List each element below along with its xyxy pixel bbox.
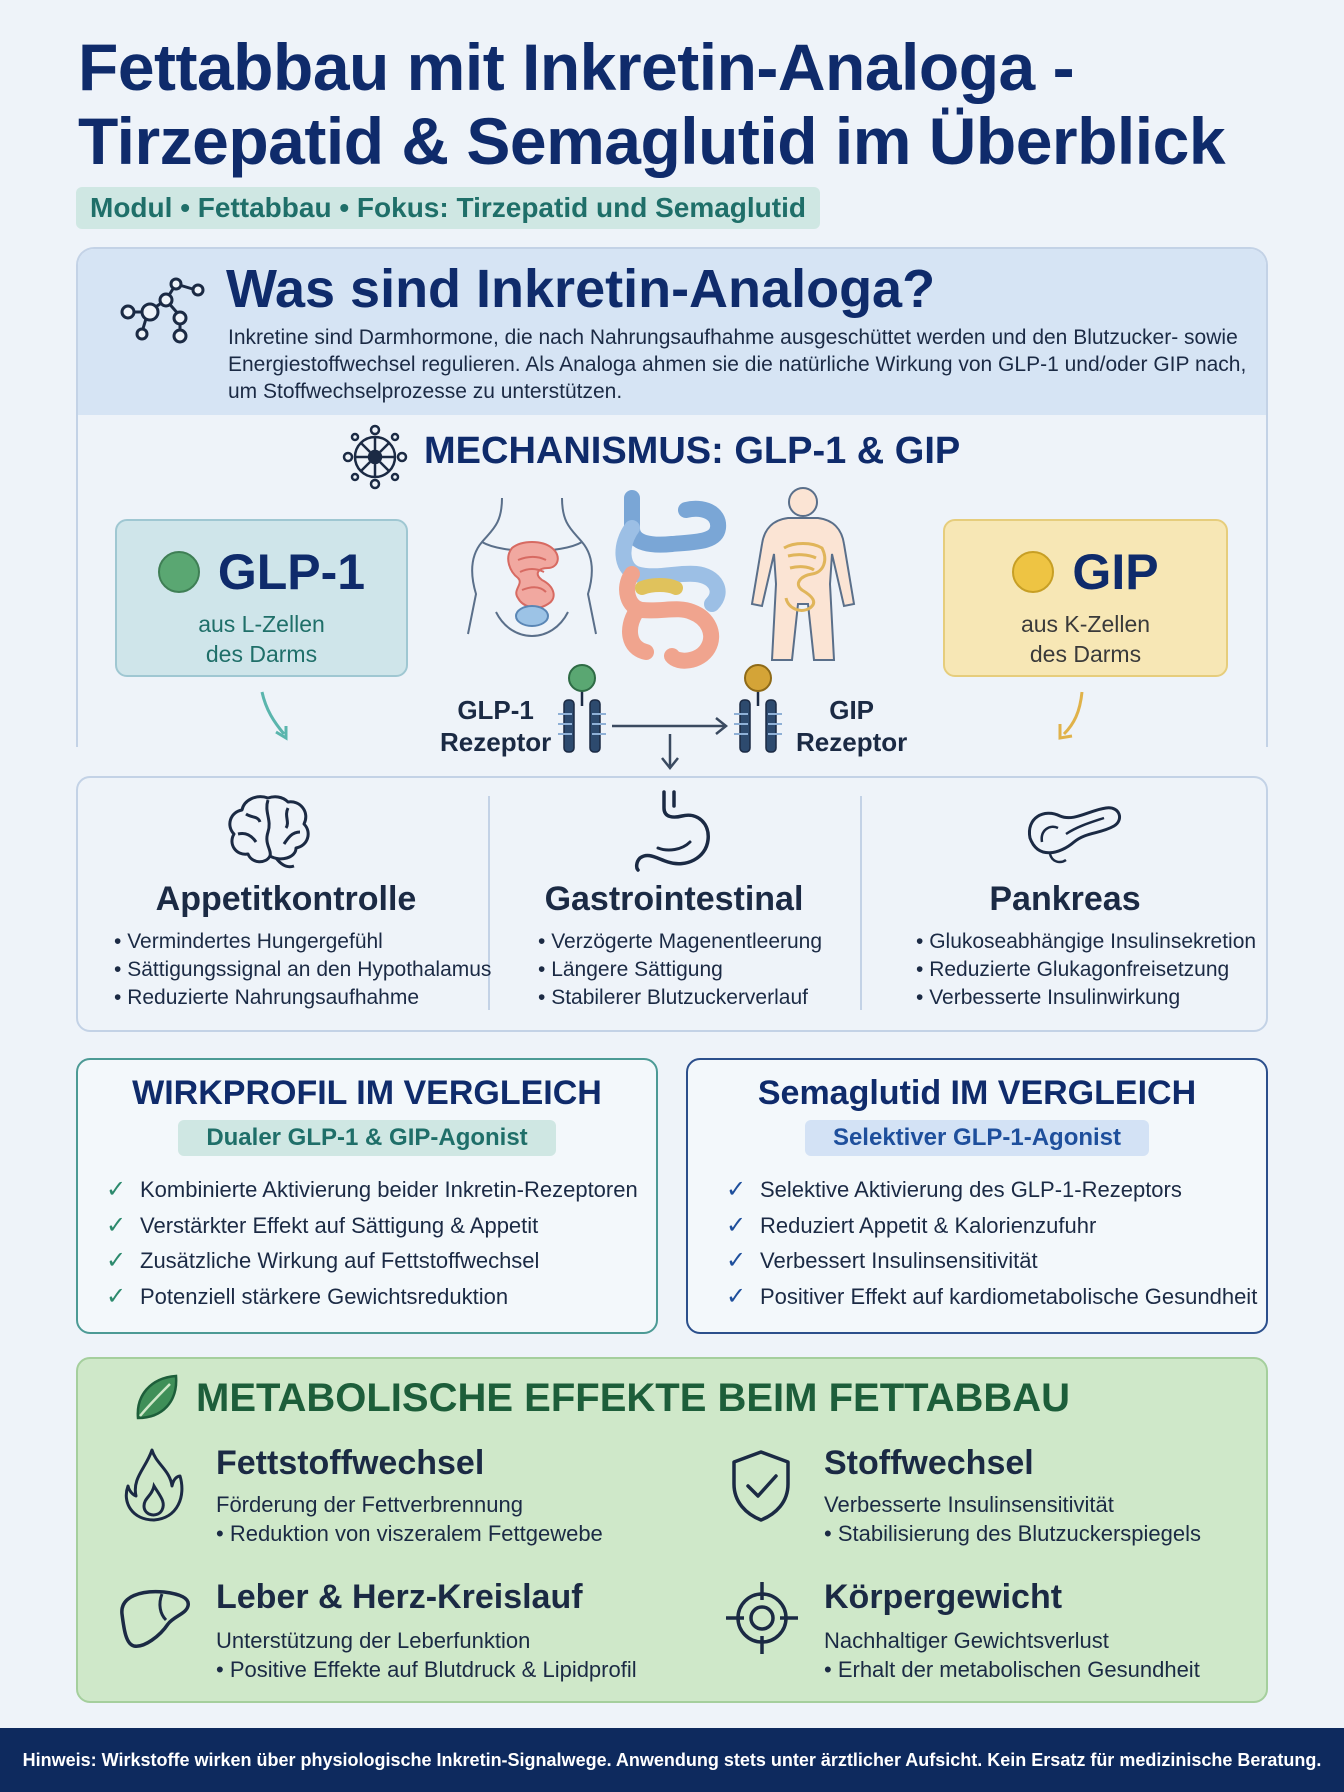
gip-dot (1012, 551, 1054, 593)
brain-icon (224, 792, 314, 872)
metabolic-item-title-weight: Körpergewicht (824, 1578, 1063, 1616)
metabolic-item-line2-metabolism: • Stabilisierung des Blutzuckerspiegels (824, 1521, 1202, 1546)
gip-arrow-icon (1052, 688, 1092, 748)
metabolic-item-line2-weight: • Erhalt der metabolischen Gesundheit (824, 1657, 1200, 1682)
list-item-text: Reduziert Appetit & Kalorienzufuhr (760, 1212, 1097, 1238)
compare-right-pill-wrap (686, 1120, 1268, 1156)
module-badge: Modul • Fettabbau • Fokus: Tirzepatid und Semaglutid (76, 187, 820, 229)
target-icon (724, 1580, 800, 1656)
list-item: • Stabilerer Blutzuckerverlauf (538, 984, 822, 1012)
glp1-arrow-icon (254, 688, 294, 748)
list-item-text: Potenziell stärkere Gewichtsreduktion (140, 1283, 509, 1309)
check-icon: ✓ (106, 1247, 127, 1274)
metabolic-item-line1-fat: Förderung der Fettverbrennung (216, 1492, 523, 1517)
footer-disclaimer: Hinweis: Wirkstoffe wirken über physiologische Inkretin-Signalwege. Anwendung stets unter ärztlicher Aufsicht. Kein Ersatz für medizinische Beratung. (0, 1728, 1344, 1792)
list-item (726, 1243, 1257, 1279)
leaf-icon (132, 1372, 180, 1424)
intro-heading: Was sind Inkretin-Analoga? (226, 259, 936, 319)
effect-list-appetite (114, 928, 491, 1012)
metabolic-item-line2-fat: • Reduktion von viszeralem Fettgewebe (216, 1521, 603, 1546)
title-line-2: Tirzepatid & Semaglutid im Überblick (78, 104, 1226, 178)
list-item (106, 1243, 638, 1279)
list-item (106, 1172, 638, 1208)
compare-left-pill: Dualer GLP-1 & GIP-Agonist (178, 1120, 555, 1156)
list-item: • Vermindertes Hungergefühl (114, 928, 491, 956)
list-item-text: Selektive Aktivierung des GLP-1-Rezeptors (760, 1177, 1182, 1202)
compare-right-pill: Selektiver GLP-1-Agonist (805, 1120, 1149, 1156)
list-item: • Glukoseabhängige Insulinsekretion (916, 928, 1256, 956)
glp1-dot (158, 551, 200, 593)
list-item-text: Kombinierte Aktivierung beider Inkretin-Rezeptoren (140, 1177, 638, 1202)
metabolic-item-line2-liver: • Positive Effekte auf Blutdruck & Lipidprofil (216, 1657, 637, 1682)
list-item-text: Positiver Effekt auf kardiometabolische Gesundheit (760, 1283, 1258, 1309)
effect-title-pancreas: Pankreas (989, 880, 1141, 918)
gip-receptor-line1: GIP (829, 695, 875, 725)
metabolic-title: METABOLISCHE EFFEKTE BEIM FETTABBAU (196, 1376, 1071, 1420)
list-item (106, 1279, 638, 1315)
list-item: • Reduzierte Glukagonfreisetzung (916, 956, 1256, 984)
effect-list-pancreas (916, 928, 1256, 1012)
intestine-illustration (612, 488, 738, 674)
molecule-icon (118, 276, 204, 350)
list-item (726, 1279, 1257, 1315)
compare-left-pill-wrap (76, 1120, 658, 1156)
metabolic-item-title-metabolism: Stoffwechsel (824, 1444, 1034, 1482)
effect-list-gastro (538, 928, 822, 1012)
title-line-1: Fettabbau mit Inkretin-Analoga - (78, 30, 1075, 104)
metabolic-item-title-liver: Leber & Herz-Kreislauf (216, 1578, 583, 1616)
check-icon: ✓ (726, 1176, 747, 1203)
list-item: • Sättigungssignal an den Hypothalamus (114, 956, 491, 984)
list-item (726, 1172, 1257, 1208)
gip-receptor-line2: Rezeptor (796, 727, 908, 757)
metabolic-item-line1-liver: Unterstützung der Leberfunktion (216, 1628, 531, 1653)
metabolic-item-line1-weight: Nachhaltiger Gewichtsverlust (824, 1628, 1109, 1653)
gip-receptor-label (796, 694, 907, 758)
list-item-text: Verstärkter Effekt auf Sättigung & Appetit (140, 1212, 539, 1238)
glp1-receptor-line2: Rezeptor (440, 727, 552, 757)
list-item-text: Zusätzliche Wirkung auf Fettstoffwechsel (140, 1248, 540, 1273)
check-icon: ✓ (726, 1247, 747, 1274)
effect-title-gastro: Gastrointestinal (544, 880, 804, 918)
page-title (78, 30, 1298, 178)
list-item: • Reduzierte Nahrungsaufhahme (114, 984, 491, 1012)
check-icon: ✓ (106, 1282, 127, 1310)
check-icon: ✓ (726, 1282, 747, 1310)
check-icon: ✓ (106, 1176, 127, 1203)
list-item: • Längere Sättigung (538, 956, 822, 984)
body-illustration (738, 484, 868, 668)
metabolic-item-title-fat: Fettstoffwechsel (216, 1444, 485, 1482)
compare-right-title: Semaglutid IM VERGLEICH (757, 1074, 1197, 1112)
torso-intestine-illustration (462, 494, 602, 648)
list-item: • Verzögerte Magenentleerung (538, 928, 822, 956)
glp1-source-line1: aus L-Zellen (198, 611, 325, 637)
liver-icon (114, 1584, 194, 1654)
list-item: • Verbesserte Insulinwirkung (916, 984, 1256, 1012)
glp1-receptor-line1: GLP-1 (457, 695, 534, 725)
glp1-source-line2: des Darms (205, 641, 318, 667)
gip-source-line1: aus K-Zellen (1020, 611, 1151, 637)
glp1-receptor-label (440, 694, 551, 758)
compare-right-list (726, 1172, 1257, 1314)
list-item (726, 1208, 1257, 1244)
compare-left-title: WIRKPROFIL IM VERGLEICH (132, 1074, 602, 1112)
mechanism-title: MECHANISMUS: GLP-1 & GIP (424, 430, 961, 472)
gip-card (943, 519, 1228, 677)
gip-source-line2: des Darms (1029, 641, 1142, 667)
compare-left-list (106, 1172, 638, 1314)
receptor-network-icon (342, 424, 408, 490)
check-icon: ✓ (106, 1211, 127, 1239)
check-icon: ✓ (726, 1211, 747, 1239)
stomach-icon (628, 788, 712, 872)
pancreas-icon (1020, 798, 1126, 868)
effect-title-appetite: Appetitkontrolle (155, 880, 417, 918)
gip-name: GIP (1072, 544, 1159, 600)
metabolic-item-line1-metabolism: Verbesserte Insulinsensitivität (824, 1492, 1114, 1517)
glp1-name: GLP-1 (217, 544, 366, 600)
glp1-card (115, 519, 408, 677)
flame-icon (120, 1446, 186, 1524)
list-item-text: Verbessert Insulinsensitivität (760, 1248, 1038, 1273)
intro-text: Inkretine sind Darmhormone, die nach Nahrungsaufhahme ausgeschüttet werden und den Blutzucker- sowie Energiestoffwechsel regulieren. Als Analoga ahmen sie die natürliche Wirkung von GLP-1 und/oder GIP nach, um Stoffwechselprozesse zu unterstützen. (228, 326, 1247, 403)
list-item (106, 1208, 638, 1244)
shield-check-icon (728, 1448, 794, 1524)
